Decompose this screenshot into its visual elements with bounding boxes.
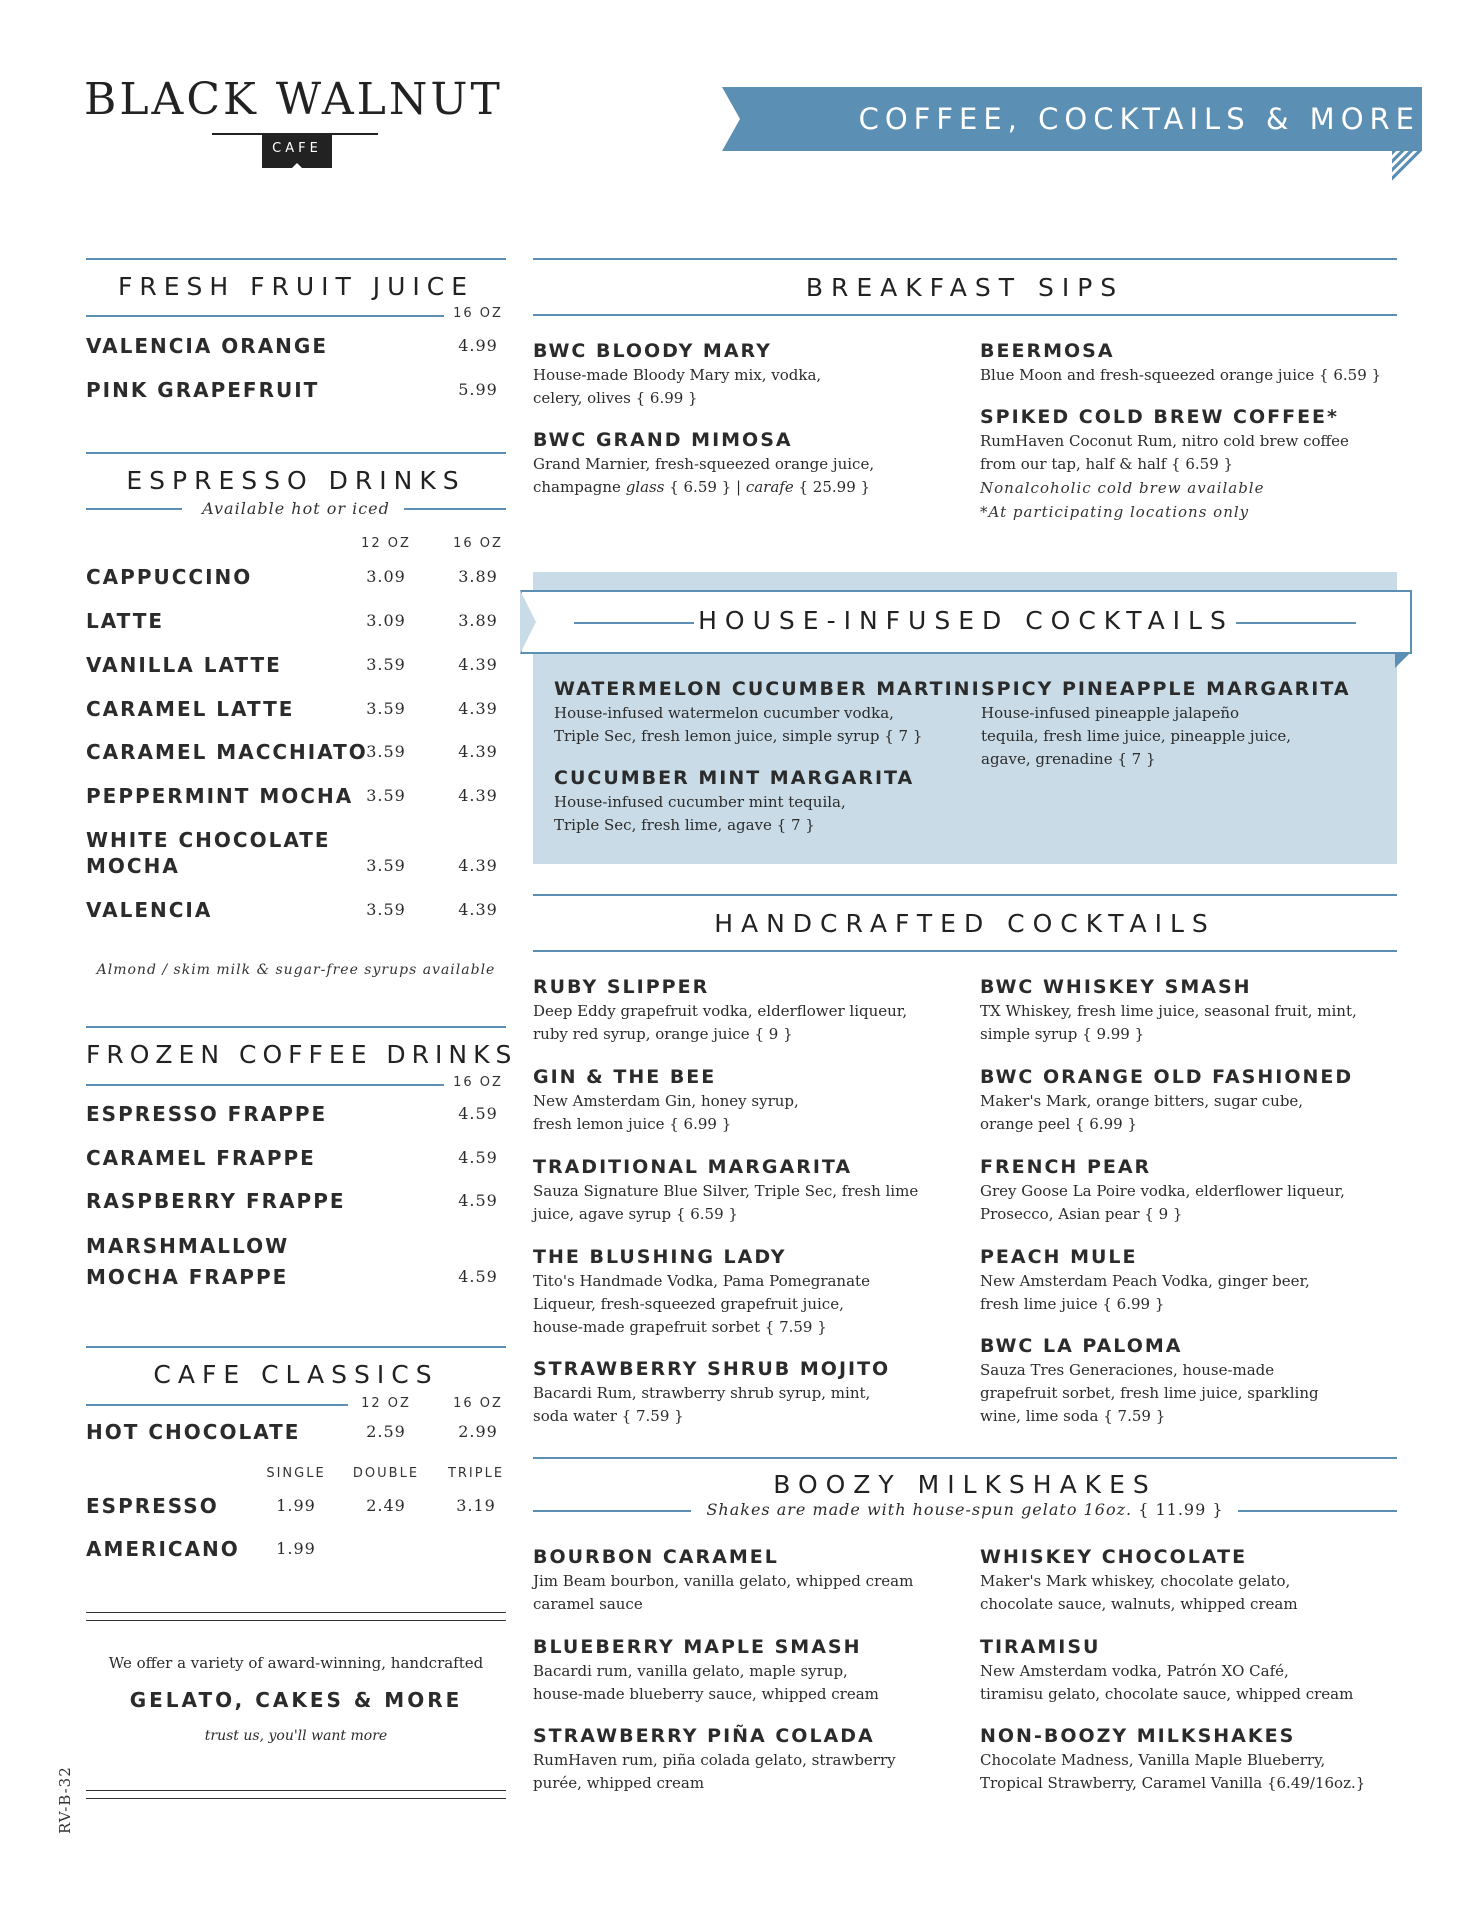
drink-desc: soda water { 7.59 } bbox=[533, 1407, 684, 1425]
divider bbox=[533, 258, 1397, 260]
menu-item-price: 1.99 bbox=[276, 1496, 316, 1515]
drink-desc: fresh lime juice { 6.99 } bbox=[980, 1295, 1165, 1313]
shot-header-single: SINGLE bbox=[266, 1466, 326, 1481]
menu-item-name-line2: MOCHA FRAPPE bbox=[86, 1265, 289, 1289]
menu-item-name: CARAMEL MACCHIATO bbox=[86, 740, 368, 764]
size-header: 16 OZ bbox=[453, 306, 503, 321]
menu-item-name: ESPRESSO bbox=[86, 1494, 219, 1518]
drink-desc: orange peel { 6.99 } bbox=[980, 1115, 1137, 1133]
drink-desc: Triple Sec, fresh lemon juice, simple syrup { 7 } bbox=[554, 727, 923, 745]
drink-desc: from our tap, half & half { 6.59 } bbox=[980, 455, 1234, 473]
drink-desc: House-infused watermelon cucumber vodka, bbox=[554, 704, 894, 722]
menu-item-name: VANILLA LATTE bbox=[86, 653, 282, 677]
drink-desc-pricing bbox=[533, 476, 870, 499]
menu-item-price: 3.89 bbox=[458, 611, 498, 630]
drink-desc: celery, olives { 6.99 } bbox=[533, 389, 698, 407]
menu-item-name: AMERICANO bbox=[86, 1537, 240, 1561]
drink-desc: Liqueur, fresh-squeezed grapefruit juice, bbox=[533, 1295, 844, 1313]
menu-item-price: 4.59 bbox=[458, 1104, 498, 1123]
menu-item-name: LATTE bbox=[86, 609, 165, 633]
menu-item-name: HOT CHOCOLATE bbox=[86, 1420, 301, 1444]
section-note: Available hot or iced bbox=[202, 499, 390, 518]
drink-desc: tequila, fresh lime juice, pineapple juice, bbox=[981, 727, 1292, 745]
banner-title: COFFEE, COCKTAILS & MORE bbox=[858, 102, 1420, 136]
note-price: { 11.99 } bbox=[1138, 1500, 1224, 1519]
drink-desc: simple syrup { 9.99 } bbox=[980, 1025, 1145, 1043]
drink-desc: Bacardi Rum, strawberry shrub syrup, mint, bbox=[533, 1384, 871, 1402]
menu-item-price: 2.59 bbox=[366, 1422, 406, 1441]
menu-item-price: 4.59 bbox=[458, 1191, 498, 1210]
logo-cafe-text: CAFE bbox=[272, 141, 322, 156]
menu-item-price: 4.99 bbox=[458, 336, 498, 355]
menu-item-name: PEPPERMINT MOCHA bbox=[86, 784, 354, 808]
brand-logo-title: BLACK WALNUT bbox=[84, 74, 503, 125]
drink-desc: juice, agave syrup { 6.59 } bbox=[533, 1205, 738, 1223]
menu-item-price: 3.59 bbox=[366, 742, 406, 761]
menu-item-price: 4.59 bbox=[458, 1267, 498, 1286]
side-code: RV-B-32 bbox=[56, 1766, 74, 1834]
divider bbox=[86, 1612, 506, 1613]
drink-desc: RumHaven rum, piña colada gelato, strawberry bbox=[533, 1751, 896, 1769]
drink-desc: ruby red syrup, orange juice { 9 } bbox=[533, 1025, 793, 1043]
drink-desc: chocolate sauce, walnuts, whipped cream bbox=[980, 1595, 1298, 1613]
menu-item-name-line2: MOCHA bbox=[86, 854, 180, 878]
divider bbox=[86, 1346, 506, 1348]
drink-name: TRADITIONAL MARGARITA bbox=[533, 1156, 853, 1178]
menu-item-price: 4.39 bbox=[458, 900, 498, 919]
shot-header-double: DOUBLE bbox=[352, 1466, 420, 1481]
drink-desc: Blue Moon and fresh-squeezed orange juice { 6.59 } bbox=[980, 366, 1382, 384]
divider bbox=[86, 1404, 348, 1406]
banner-notch bbox=[722, 87, 740, 151]
shot-header-triple: TRIPLE bbox=[447, 1466, 505, 1481]
menu-item-price: 2.49 bbox=[366, 1496, 406, 1515]
drink-desc: TX Whiskey, fresh lime juice, seasonal fruit, mint, bbox=[980, 1002, 1357, 1020]
menu-item-price: 3.09 bbox=[366, 611, 406, 630]
banner-fold bbox=[1392, 151, 1422, 181]
promo-line-1: We offer a variety of award-winning, handcrafted bbox=[108, 1654, 484, 1672]
divider bbox=[86, 452, 506, 454]
drink-desc: New Amsterdam Gin, honey syrup, bbox=[533, 1092, 799, 1110]
promo-tagline: trust us, you'll want more bbox=[204, 1728, 388, 1744]
drink-name: BWC WHISKEY SMASH bbox=[980, 976, 1252, 998]
drink-name: SPICY PINEAPPLE MARGARITA bbox=[981, 678, 1351, 700]
drink-name: RUBY SLIPPER bbox=[533, 976, 710, 998]
divider bbox=[533, 314, 1397, 316]
drink-name: BWC LA PALOMA bbox=[980, 1335, 1183, 1357]
menu-item-price: 3.59 bbox=[366, 699, 406, 718]
menu-item-price: 2.99 bbox=[458, 1422, 498, 1441]
drink-desc: Tropical Strawberry, Caramel Vanilla {6.49/16oz.} bbox=[980, 1774, 1366, 1792]
menu-item-price: 4.39 bbox=[458, 655, 498, 674]
drink-desc: tiramisu gelato, chocolate sauce, whipped cream bbox=[980, 1685, 1354, 1703]
menu-item-price: 3.59 bbox=[366, 856, 406, 875]
drink-desc: agave, grenadine { 7 } bbox=[981, 750, 1156, 768]
drink-desc: grapefruit sorbet, fresh lime juice, sparkling bbox=[980, 1384, 1319, 1402]
drink-desc: Triple Sec, fresh lime, agave { 7 } bbox=[554, 816, 815, 834]
divider bbox=[86, 1620, 506, 1621]
drink-desc: Sauza Tres Generaciones, house-made bbox=[980, 1361, 1275, 1379]
drink-desc: house-made grapefruit sorbet { 7.59 } bbox=[533, 1318, 827, 1336]
drink-desc: purée, whipped cream bbox=[533, 1774, 705, 1792]
size-header-16: 16 OZ bbox=[453, 1396, 503, 1411]
drink-name: NON-BOOZY MILKSHAKES bbox=[980, 1725, 1296, 1747]
section-title-cafe-classics: CAFE CLASSICS bbox=[153, 1360, 439, 1389]
milkshake-note bbox=[700, 1500, 1230, 1519]
divider bbox=[86, 1798, 506, 1799]
desc-text: champagne bbox=[533, 478, 626, 496]
divider bbox=[533, 1510, 691, 1512]
drink-desc: Grand Marnier, fresh-squeezed orange juice, bbox=[533, 455, 875, 473]
drink-name: WHISKEY CHOCOLATE bbox=[980, 1546, 1248, 1568]
drink-desc: Maker's Mark, orange bitters, sugar cube, bbox=[980, 1092, 1304, 1110]
drink-note: *At participating locations only bbox=[980, 503, 1250, 521]
menu-item-name: VALENCIA ORANGE bbox=[86, 334, 329, 358]
drink-name: BWC GRAND MIMOSA bbox=[533, 429, 793, 451]
desc-carafe: carafe bbox=[745, 478, 794, 496]
promo-headline: GELATO, CAKES & MORE bbox=[129, 1688, 463, 1712]
footnote: Almond / skim milk & sugar-free syrups available bbox=[96, 962, 496, 978]
drink-desc: Prosecco, Asian pear { 9 } bbox=[980, 1205, 1183, 1223]
section-title-espresso-drinks: ESPRESSO DRINKS bbox=[126, 466, 466, 495]
drink-name: BWC BLOODY MARY bbox=[533, 340, 772, 362]
divider bbox=[86, 1790, 506, 1791]
divider bbox=[404, 508, 506, 510]
divider bbox=[86, 1026, 506, 1028]
section-title-boozy-milkshakes: BOOZY MILKSHAKES bbox=[773, 1470, 1157, 1499]
menu-item-price: 4.39 bbox=[458, 742, 498, 761]
divider bbox=[86, 315, 444, 317]
drink-desc: fresh lemon juice { 6.99 } bbox=[533, 1115, 732, 1133]
menu-item-price: 4.39 bbox=[458, 856, 498, 875]
section-title-breakfast-sips: BREAKFAST SIPS bbox=[805, 273, 1125, 302]
drink-desc: house-made blueberry sauce, whipped cream bbox=[533, 1685, 879, 1703]
section-title-fresh-fruit-juice: FRESH FRUIT JUICE bbox=[117, 272, 475, 301]
drink-name: BLUEBERRY MAPLE SMASH bbox=[533, 1636, 862, 1658]
drink-desc: House-infused cucumber mint tequila, bbox=[554, 793, 846, 811]
drink-desc: caramel sauce bbox=[533, 1595, 643, 1613]
drink-desc: Bacardi rum, vanilla gelato, maple syrup, bbox=[533, 1662, 848, 1680]
menu-item-name: VALENCIA bbox=[86, 898, 213, 922]
drink-desc: New Amsterdam Peach Vodka, ginger beer, bbox=[980, 1272, 1310, 1290]
drink-desc: House-infused pineapple jalapeño bbox=[981, 704, 1240, 722]
desc-glass: glass bbox=[625, 478, 665, 496]
drink-name: GIN & THE BEE bbox=[533, 1066, 717, 1088]
drink-desc: Sauza Signature Blue Silver, Triple Sec, fresh lime bbox=[533, 1182, 919, 1200]
drink-desc: Tito's Handmade Vodka, Pama Pomegranate bbox=[533, 1272, 870, 1290]
menu-item-name: PINK GRAPEFRUIT bbox=[86, 378, 320, 402]
menu-item-name: MARSHMALLOW bbox=[86, 1234, 290, 1258]
drink-desc: RumHaven Coconut Rum, nitro cold brew coffee bbox=[980, 432, 1349, 450]
menu-item-price: 3.19 bbox=[456, 1496, 496, 1515]
drink-desc: Grey Goose La Poire vodka, elderflower liqueur, bbox=[980, 1182, 1345, 1200]
menu-item-price: 3.59 bbox=[366, 900, 406, 919]
drink-name: STRAWBERRY SHRUB MOJITO bbox=[533, 1358, 891, 1380]
drink-name: TIRAMISU bbox=[980, 1636, 1101, 1658]
menu-item-name: WHITE CHOCOLATE bbox=[86, 828, 331, 852]
menu-item-name: CARAMEL LATTE bbox=[86, 697, 295, 721]
divider bbox=[86, 508, 182, 510]
divider bbox=[86, 258, 506, 260]
menu-item-price: 3.59 bbox=[366, 786, 406, 805]
menu-item-price: 4.39 bbox=[458, 786, 498, 805]
drink-desc: Chocolate Madness, Vanilla Maple Blueberry, bbox=[980, 1751, 1326, 1769]
section-title-house-infused: HOUSE-INFUSED COCKTAILS bbox=[698, 606, 1234, 635]
drink-name: BWC ORANGE OLD FASHIONED bbox=[980, 1066, 1354, 1088]
note-size: 16oz. bbox=[1083, 1500, 1133, 1519]
drink-name: PEACH MULE bbox=[980, 1246, 1138, 1268]
drink-desc: House-made Bloody Mary mix, vodka, bbox=[533, 366, 822, 384]
divider bbox=[533, 1457, 1397, 1459]
divider bbox=[1238, 1510, 1397, 1512]
menu-item-price: 5.99 bbox=[458, 380, 498, 399]
menu-item-price: 4.39 bbox=[458, 699, 498, 718]
menu-item-price: 3.09 bbox=[366, 567, 406, 586]
menu-item-name: CARAMEL FRAPPE bbox=[86, 1146, 316, 1170]
divider bbox=[1236, 622, 1356, 624]
size-header: 16 OZ bbox=[453, 1075, 503, 1090]
drink-name: SPIKED COLD BREW COFFEE* bbox=[980, 406, 1339, 428]
drink-desc: New Amsterdam vodka, Patrón XO Café, bbox=[980, 1662, 1289, 1680]
size-header-16: 16 OZ bbox=[453, 536, 503, 551]
drink-name: FRENCH PEAR bbox=[980, 1156, 1152, 1178]
menu-item-price: 3.59 bbox=[366, 655, 406, 674]
menu-item-name: RASPBERRY FRAPPE bbox=[86, 1189, 346, 1213]
desc-text: { 6.59 } | bbox=[664, 478, 746, 496]
menu-item-name: CAPPUCCINO bbox=[86, 565, 253, 589]
size-header-12: 12 OZ bbox=[361, 536, 411, 551]
drink-desc: Deep Eddy grapefruit vodka, elderflower liqueur, bbox=[533, 1002, 908, 1020]
menu-item-price: 4.59 bbox=[458, 1148, 498, 1167]
desc-text: { 25.99 } bbox=[793, 478, 871, 496]
drink-name: CUCUMBER MINT MARGARITA bbox=[554, 767, 915, 789]
menu-item-name: ESPRESSO FRAPPE bbox=[86, 1102, 328, 1126]
drink-name: BOURBON CARAMEL bbox=[533, 1546, 779, 1568]
banner-fold bbox=[1395, 654, 1409, 668]
drink-desc: Jim Beam bourbon, vanilla gelato, whipped cream bbox=[533, 1572, 914, 1590]
divider bbox=[533, 894, 1397, 896]
section-title-handcrafted: HANDCRAFTED COCKTAILS bbox=[714, 909, 1216, 938]
menu-item-price: 3.89 bbox=[458, 567, 498, 586]
drink-name: BEERMOSA bbox=[980, 340, 1115, 362]
size-header-12: 12 OZ bbox=[361, 1396, 411, 1411]
divider bbox=[533, 950, 1397, 952]
menu-item-price: 1.99 bbox=[276, 1539, 316, 1558]
drink-name: THE BLUSHING LADY bbox=[533, 1246, 787, 1268]
divider bbox=[86, 1084, 444, 1086]
drink-desc: Maker's Mark whiskey, chocolate gelato, bbox=[980, 1572, 1291, 1590]
drink-name: WATERMELON CUCUMBER MARTINI bbox=[554, 678, 981, 700]
section-title-frozen-coffee: FROZEN COFFEE DRINKS bbox=[86, 1040, 518, 1069]
drink-note: Nonalcoholic cold brew available bbox=[980, 479, 1265, 497]
drink-name: STRAWBERRY PIÑA COLADA bbox=[533, 1725, 875, 1747]
note-text: Shakes are made with house-spun gelato bbox=[706, 1500, 1078, 1519]
drink-desc: wine, lime soda { 7.59 } bbox=[980, 1407, 1166, 1425]
